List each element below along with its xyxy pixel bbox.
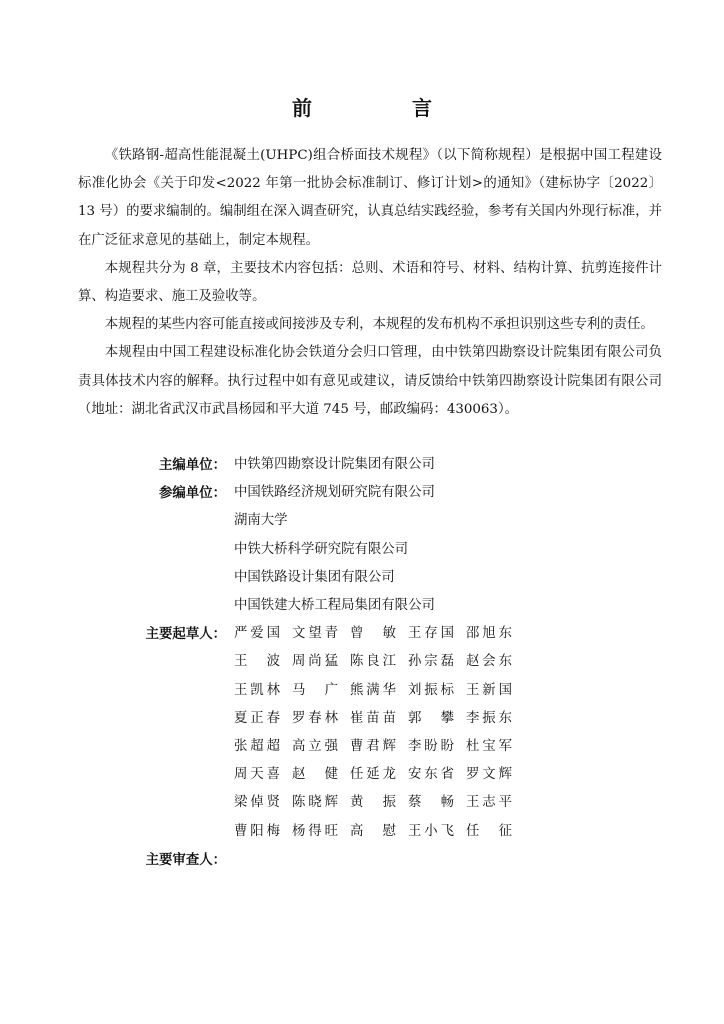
drafter-name: 文望青 [292, 626, 338, 642]
paragraph-4: 本规程由中国工程建设标准化协会铁道分会归口管理，由中铁第四勘察设计院集团有限公司负责具体技术内容的解释。执行过程中如有意见或建议，请反馈给中铁第四勘察设计院集团有限公司（地址：湖北省武汉市武昌杨园和平大道 745 号，邮政编码：430063）。 [78, 345, 662, 417]
reviewers-block [120, 846, 680, 874]
drafter-name: 任 征 [466, 823, 512, 839]
drafter-name: 熊满华 [350, 682, 396, 698]
drafter-name: 罗春林 [292, 710, 338, 726]
drafters-label: 主要起草人： [145, 626, 226, 643]
paragraph-1: 《铁路钢-超高性能混凝土(UHPC)组合桥面技术规程》（以下简称规程）是根据中国工程建设标准化协会《关于印发<2022 年第一批协会标准制订、修订计划>的通知》（建标协字〔2022〕13 号）的要求编制的。编制组在深入调查研究，认真总结实践经验，参考有关国内外现行标准，并在广泛征求意见的基础上，制定本规程。 [78, 148, 662, 248]
paragraph-3: 本规程的某些内容可能直接或间接涉及专利，本规程的发布机构不承担识别这些专利的责任。 [104, 317, 654, 333]
drafter-row [234, 677, 680, 705]
drafter-name: 刘振标 [408, 682, 454, 698]
page-title: 前 言 [292, 96, 472, 120]
drafter-name: 蔡 畅 [408, 795, 454, 811]
participating-unit: 中国铁建大桥工程局集团有限公司 [234, 598, 435, 614]
participating-editors-label: 参编单位： [159, 485, 226, 502]
drafter-row [234, 733, 680, 761]
drafters-block [120, 620, 680, 846]
drafter-name: 陈良江 [350, 654, 396, 670]
drafter-name: 曹君辉 [350, 739, 396, 755]
chief-editor-label: 主编单位： [159, 457, 226, 473]
drafter-name: 赵 健 [292, 767, 338, 783]
drafter-name: 邵旭东 [466, 626, 512, 642]
drafter-name: 王小飞 [408, 823, 454, 839]
drafter-name: 曾 敏 [350, 626, 396, 642]
drafter-name: 曹阳梅 [234, 823, 280, 839]
drafter-name: 夏正春 [234, 710, 280, 726]
drafter-name: 安东省 [408, 767, 454, 783]
drafter-name: 王新国 [466, 682, 512, 698]
drafter-name: 周尚猛 [292, 654, 338, 670]
drafter-row [234, 648, 680, 676]
drafter-name: 周天喜 [234, 767, 280, 783]
drafter-row [234, 818, 680, 846]
drafters-names [234, 620, 680, 846]
drafter-name: 李盼盼 [408, 739, 454, 755]
drafter-name: 杨得旺 [292, 823, 338, 839]
drafter-name: 张超超 [234, 739, 280, 755]
drafter-row [234, 761, 680, 789]
participating-unit: 中国铁路设计集团有限公司 [234, 569, 395, 585]
participating-unit: 湖南大学 [234, 513, 288, 529]
drafter-name: 崔苗苗 [350, 710, 396, 726]
drafter-row [234, 705, 680, 733]
drafter-name: 孙宗磊 [408, 654, 454, 670]
reviewers-label: 主要审查人： [145, 851, 226, 868]
drafter-name: 高 慰 [350, 823, 396, 839]
drafter-name: 王志平 [466, 795, 512, 811]
drafter-name: 赵会东 [466, 654, 512, 670]
drafter-name: 李振东 [466, 710, 512, 726]
participating-unit: 中国铁路经济规划研究院有限公司 [234, 485, 435, 501]
drafter-name: 王 波 [234, 654, 280, 670]
drafter-name: 黄 振 [350, 795, 396, 811]
drafter-name: 杜宝军 [466, 739, 512, 755]
drafter-name: 陈晓辉 [292, 795, 338, 811]
chief-editor-block [120, 451, 680, 479]
drafter-name: 马 广 [292, 682, 338, 698]
drafter-name: 严爱国 [234, 626, 280, 642]
foreword-body [78, 142, 662, 424]
drafter-name: 罗文辉 [466, 767, 512, 783]
chief-editor-unit: 中铁第四勘察设计院集团有限公司 [234, 457, 435, 472]
contributors-section [120, 451, 680, 874]
participating-editors-block [120, 479, 680, 620]
drafter-name: 王凯林 [234, 682, 280, 698]
paragraph-2: 本规程共分为 8 章，主要技术内容包括：总则、术语和符号、材料、结构计算、抗剪连接件计算、构造要求、施工及验收等。 [78, 260, 662, 305]
drafter-name: 王存国 [408, 626, 454, 642]
drafter-name: 任延龙 [350, 767, 396, 783]
drafter-row [234, 789, 680, 817]
drafter-name: 梁倬贤 [234, 795, 280, 811]
drafter-row [234, 620, 680, 648]
participating-unit: 中铁大桥科学研究院有限公司 [234, 541, 409, 557]
drafter-name: 高立强 [292, 739, 338, 755]
drafter-name: 郭 攀 [408, 710, 454, 726]
